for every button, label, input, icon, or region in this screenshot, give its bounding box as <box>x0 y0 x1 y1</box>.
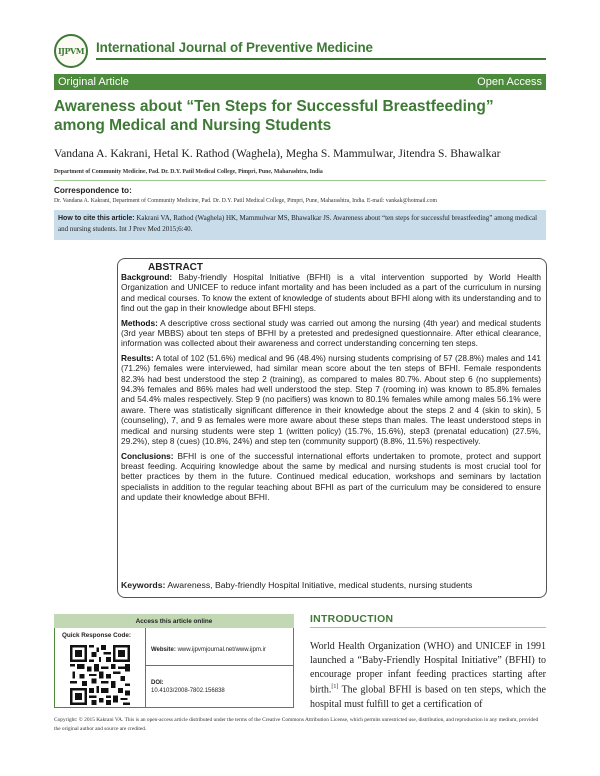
correspondence-text: Dr. Vandana A. Kakrani, Department of Community Medicine, Pad. Dr. D.Y. Patil Medical College, Pimpri, Pune, Maharashtra, India. E-mail: vankak@hotmail.com <box>54 198 437 204</box>
intro-text-2: The global BFHI is based on ten steps, which the hospital must fulfill to get a certification of <box>310 684 546 710</box>
website-label: Website: <box>151 647 176 653</box>
citation-box <box>54 210 546 240</box>
intro-heading: INTRODUCTION <box>310 614 394 625</box>
access-divider-vertical <box>145 628 146 708</box>
abstract-background <box>121 272 541 314</box>
intro-divider <box>310 627 546 628</box>
website-line <box>151 647 266 653</box>
intro-text <box>310 640 546 710</box>
access-divider-horizontal <box>145 665 294 666</box>
access-label: Open Access <box>477 76 542 88</box>
correspondence-heading: Correspondence to: <box>54 186 132 195</box>
qr-label: Quick Response Code: <box>62 632 131 639</box>
abstract-body <box>121 272 541 507</box>
journal-title: International Journal of Preventive Medicine <box>96 40 373 55</box>
background-label: Background: <box>121 272 173 282</box>
logo-text: IJPVM <box>57 46 85 56</box>
author-list: Vandana A. Kakrani, Hetal K. Rathod (Waghela), Megha S. Mammulwar, Jitendra S. Bhawalkar <box>54 147 501 160</box>
journal-logo <box>54 34 88 68</box>
abstract-results <box>121 353 541 447</box>
affiliation: Department of Community Medicine, Pad. Dr. D.Y. Patil Medical College, Pimpri, Pune, Maharashtra, India <box>54 169 323 175</box>
conclusions-text: BFHI is one of the successful international efforts undertaken to promote, protect and support breast feeding. Acquiring knowledge about the same by medical and nursing students is most crucial tool for better practices by them in the future. Continued medical education, workshops and seminars by lactation specialists in addition to the regular teaching about BFHI as part of the curriculum may be considered to ensure and update their knowledge about BFHI. <box>121 450 541 503</box>
abstract-methods <box>121 318 541 349</box>
cite-label: How to cite this article: <box>58 215 135 222</box>
abstract-conclusions <box>121 451 541 503</box>
section-label: Original Article <box>58 76 129 88</box>
cite-text: Kakrani VA, Rathod (Waghela) HK, Mammulwar MS, Bhawalkar JS. Awareness about “ten steps for successful breastfeeding” among medical and nursing students. Int J Prev Med 2015;6:40. <box>58 214 538 233</box>
doi-label: DOI: <box>151 680 164 686</box>
intro-text-1: World Health Organization (WHO) and UNICEF in 1991 launched a “Baby-Friendly Hospital Initiative” (BFHI) to encourage proper infant feeding practices starting after birth. <box>310 641 546 696</box>
abstract-heading: ABSTRACT <box>148 262 203 273</box>
divider <box>54 180 546 181</box>
header-divider <box>96 58 546 60</box>
doi-value[interactable]: 10.4103/2008-7802.156838 <box>151 688 225 694</box>
background-text: Baby-friendly Hospital Initiative (BFHI) is a vital intervention supported by World Health Organization and UNICEF to reduce infant mortality and has been included as a part of the curriculum in nursing and medical courses. To know the extent of knowledge of students about BFHI along with its understanding and to find out the gap in their knowledge about BFHI steps. <box>121 272 541 314</box>
keywords-label: Keywords: <box>121 580 166 590</box>
copyright-notice: Copyright: © 2015 Kakrani VA. This is an open-access article distributed under the terms of the Creative Commons Attribution License, which permits unrestricted use, distribution, and reproduction in any medium, provided the original author and source are credited. <box>54 717 539 732</box>
intro-ref[interactable]: [1] <box>331 684 339 691</box>
results-label: Results: <box>121 352 154 363</box>
methods-text: A descriptive cross sectional study was carried out among the nursing (4th year) and medical students (3rd year MBBS) about ten steps of BFHI by a pretested and predesigned questionnaire. After ethical clearance, information was collected about their awareness and correct understanding concerning ten steps. <box>121 317 541 349</box>
qr-code-icon[interactable] <box>70 645 130 705</box>
section-bar <box>54 74 546 90</box>
access-heading: Access this article online <box>54 614 294 628</box>
conclusions-label: Conclusions: <box>121 450 174 461</box>
article-title: Awareness about “Ten Steps for Successful Breastfeeding” among Medical and Nursing Students <box>54 98 494 134</box>
methods-label: Methods: <box>121 317 158 328</box>
keywords <box>121 580 541 590</box>
results-text: A total of 102 (51.6%) medical and 96 (48.4%) nursing students comprising of 57 (28.8%) males and 141 (71.2%) females were interviewed, had similar mean score about the ten steps of BFHI. Female respondents 82.3% had best understood the step 2 (training), as compared to males 80.7%. About step 6 (no supplements) 94.3% females and 86% males had well understood the step. Step 7 (rooming in) was known to 85.8% females and 54.4% males respectively. Step 9 (no pacifiers) was known to 80.1% females while among males 56.1% were aware. There was statistically significant difference in their knowledge about the steps 2 and 4 (skin to skin), 5 (counseling), 7, and 9 as females were more aware about these steps than males. The least understood steps in medical and nursing students were step 1 (written policy) (15.7%, 15.6%), step3 (prenatal education) (27.5%, 29.2%), step 8 (cues) (10.8%, 24%) and step ten (community support) (8.8%, 11.5%) respectively. <box>121 352 541 447</box>
keywords-text: Awareness, Baby-friendly Hospital Initiative, medical students, nursing students <box>167 580 473 590</box>
website-link[interactable]: www.ijpvmjournal.net/www.ijpm.ir <box>177 647 266 653</box>
